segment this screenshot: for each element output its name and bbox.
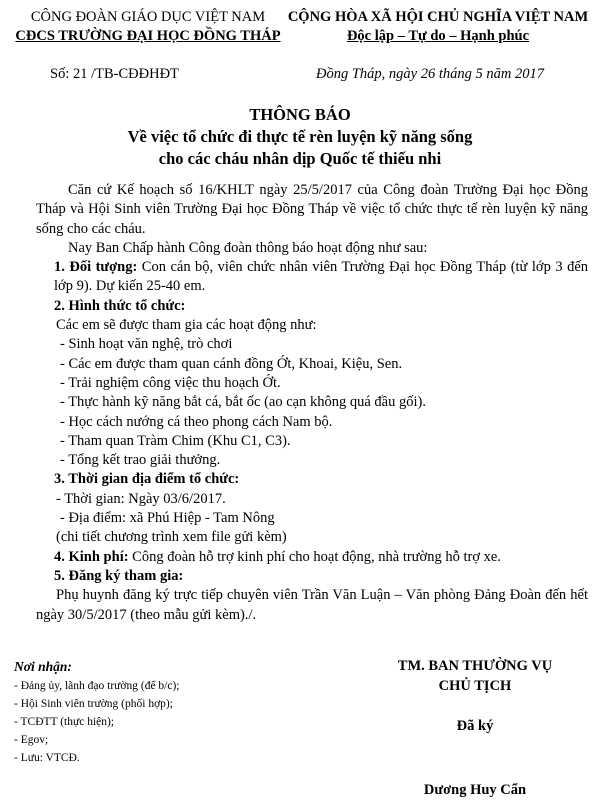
organization-header: [14, 8, 282, 46]
recipient-item: - Egov;: [14, 734, 49, 746]
recipients-label: Nơi nhận:: [14, 659, 72, 674]
section-registration-label: 5. Đăng ký tham gia:: [54, 567, 184, 584]
motto-text: Độc lập – Tự do – Hạnh phúc: [346, 28, 530, 44]
title-main: THÔNG BÁO: [249, 105, 351, 124]
announce-paragraph: Nay Ban Chấp hành Công đoàn thông báo hoạt động như sau:: [68, 239, 428, 256]
recipient-item: - Đảng ủy, lãnh đạo trường (để b/c);: [14, 680, 180, 692]
recipient-item: - Lưu: VTCĐ.: [14, 752, 80, 764]
signature-title: TM. BAN THƯỜNG VỤ: [397, 658, 553, 674]
document-title: [0, 104, 600, 170]
section-target: [36, 258, 588, 297]
section-format-label: 2. Hình thức tổ chức:: [54, 297, 186, 314]
intro-paragraph: Căn cứ Kế hoạch số 16/KHLT ngày 25/5/2017 của Công đoàn Trường Đại học Đồng Tháp và Hội Sinh viên Trường Đại học Đồng Tháp về việc tổ chức thực tế rèn luyện kỹ năng sống cho các cháu.: [36, 182, 588, 237]
list-item: - Các em được tham quan cánh đồng Ớt, Khoai, Kiệu, Sen.: [60, 355, 403, 372]
section-note: (chi tiết chương trình xem file gửi kèm): [56, 529, 287, 546]
section-registration-text: Phụ huynh đăng ký trực tiếp chuyên viên Trần Văn Luận – Văn phòng Đảng Đoàn đến hết ngày 30/5/2017 (theo mẫu gửi kèm)./.: [36, 587, 588, 623]
section-funding-label: 4. Kinh phí:: [54, 548, 129, 565]
motto: [282, 27, 594, 46]
section-place: - Địa điểm: xã Phú Hiệp - Tam Nông: [60, 510, 275, 527]
branch-name: [14, 27, 282, 46]
signature-position: CHỦ TỊCH: [438, 678, 512, 694]
recipients-block: [14, 658, 314, 767]
signed-mark: Đã ký: [456, 718, 494, 734]
list-item: - Trải nghiệm công việc thu hoạch Ớt.: [60, 374, 281, 391]
national-header: [282, 8, 594, 46]
country-name: CỘNG HÒA XÃ HỘI CHỦ NGHĨA VIỆT NAM: [287, 9, 589, 25]
section-time: - Thời gian: Ngày 03/6/2017.: [56, 490, 226, 507]
section-funding-text: Công đoàn hỗ trợ kinh phí cho hoạt động, nhà trường hỗ trợ xe.: [128, 548, 501, 565]
section-time-place-label: 3. Thời gian địa điểm tổ chức:: [54, 471, 240, 488]
section-format-intro: Các em sẽ được tham gia các hoạt động như:: [56, 317, 317, 334]
title-subject-line-1: Về việc tổ chức đi thực tế rèn luyện kỹ năng sống: [127, 127, 473, 146]
document-date: Đồng Tháp, ngày 26 tháng 5 năm 2017: [316, 66, 544, 82]
list-item: - Tham quan Tràm Chim (Khu C1, C3).: [60, 432, 291, 449]
document-number: Số: 21 /TB-CĐĐHĐT: [50, 66, 179, 82]
signer-name: Dương Huy Cẩn: [423, 782, 527, 798]
list-item: - Thực hành kỹ năng bắt cá, bắt ốc (ao cạn không quá đầu gối).: [60, 394, 426, 411]
signature-block: [360, 656, 590, 800]
list-item: - Sinh hoạt văn nghệ, trò chơi: [60, 336, 233, 353]
recipient-item: - TCĐTT (thực hiện);: [14, 716, 115, 728]
union-name: CÔNG ĐOÀN GIÁO DỤC VIỆT NAM: [30, 9, 266, 25]
section-target-text: Con cán bộ, viên chức nhân viên Trường Đại học Đồng Tháp (từ lớp 3 đến lớp 9). Dự kiến 25-40 em.: [54, 259, 589, 295]
list-item: - Tổng kết trao giải thưởng.: [60, 452, 221, 469]
document-body: [36, 181, 588, 625]
title-subject-line-2: cho các cháu nhân dịp Quốc tế thiếu nhi: [158, 149, 442, 168]
branch-name-text: CĐCS TRƯỜNG ĐẠI HỌC ĐỒNG THÁP: [15, 28, 281, 44]
list-item: - Học cách nướng cá theo phong cách Nam bộ.: [60, 413, 333, 430]
section-funding: [36, 548, 588, 567]
section-target-label: 1. Đối tượng:: [54, 259, 138, 276]
recipient-item: - Hội Sinh viên trường (phối hợp);: [14, 698, 173, 710]
